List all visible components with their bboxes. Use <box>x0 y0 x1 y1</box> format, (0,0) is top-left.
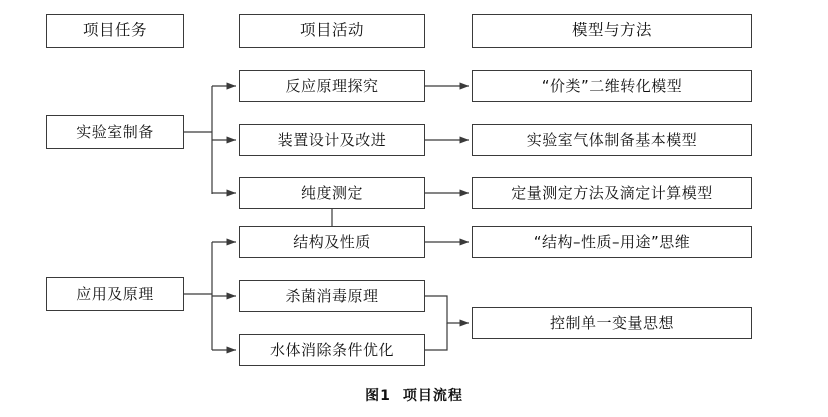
header-models-methods-label: 模型与方法 <box>571 21 652 40</box>
model-valence-class-2d-label: “价类”二维转化模型 <box>541 76 683 95</box>
figure-caption-title: 项目流程 <box>402 388 463 404</box>
model-quantitative-titration <box>472 177 752 209</box>
model-lab-gas-preparation <box>472 124 752 156</box>
header-project-activities-label: 项目活动 <box>299 21 364 40</box>
figure-caption-number: 图1 <box>365 388 391 404</box>
model-structure-property-use <box>472 226 752 258</box>
model-single-variable-control-label: 控制单一变量思想 <box>549 313 674 332</box>
figure-caption <box>0 385 828 405</box>
task-application-principle <box>46 277 184 311</box>
task-application-principle-label: 应用及原理 <box>76 284 154 303</box>
activity-device-design <box>239 124 425 156</box>
task-lab-preparation <box>46 115 184 149</box>
header-project-tasks-label: 项目任务 <box>82 21 147 40</box>
model-quantitative-titration-label: 定量测定方法及滴定计算模型 <box>511 183 713 202</box>
header-models-methods <box>472 14 752 48</box>
model-lab-gas-preparation-label: 实验室气体制备基本模型 <box>526 130 698 149</box>
activity-water-removal-optimization-label: 水体消除条件优化 <box>269 340 394 359</box>
edge-a6-m5 <box>425 323 447 350</box>
activity-reaction-principle-label: 反应原理探究 <box>285 76 379 95</box>
task-lab-preparation-label: 实验室制备 <box>76 122 154 141</box>
edge-a5-m5 <box>425 296 469 323</box>
activity-device-design-label: 装置设计及改进 <box>277 130 387 149</box>
activity-water-removal-optimization <box>239 334 425 366</box>
activity-structure-property <box>239 226 425 258</box>
activity-structure-property-label: 结构及性质 <box>293 232 371 251</box>
activity-purity-measurement-label: 纯度测定 <box>300 183 363 202</box>
activity-purity-measurement <box>239 177 425 209</box>
header-project-tasks <box>46 14 184 48</box>
model-valence-class-2d <box>472 70 752 102</box>
activity-reaction-principle <box>239 70 425 102</box>
activity-sterilization-principle-label: 杀菌消毒原理 <box>285 286 379 305</box>
activity-sterilization-principle <box>239 280 425 312</box>
header-project-activities <box>239 14 425 48</box>
model-structure-property-use-label: “结构–性质–用途”思维 <box>533 232 691 251</box>
model-single-variable-control <box>472 307 752 339</box>
